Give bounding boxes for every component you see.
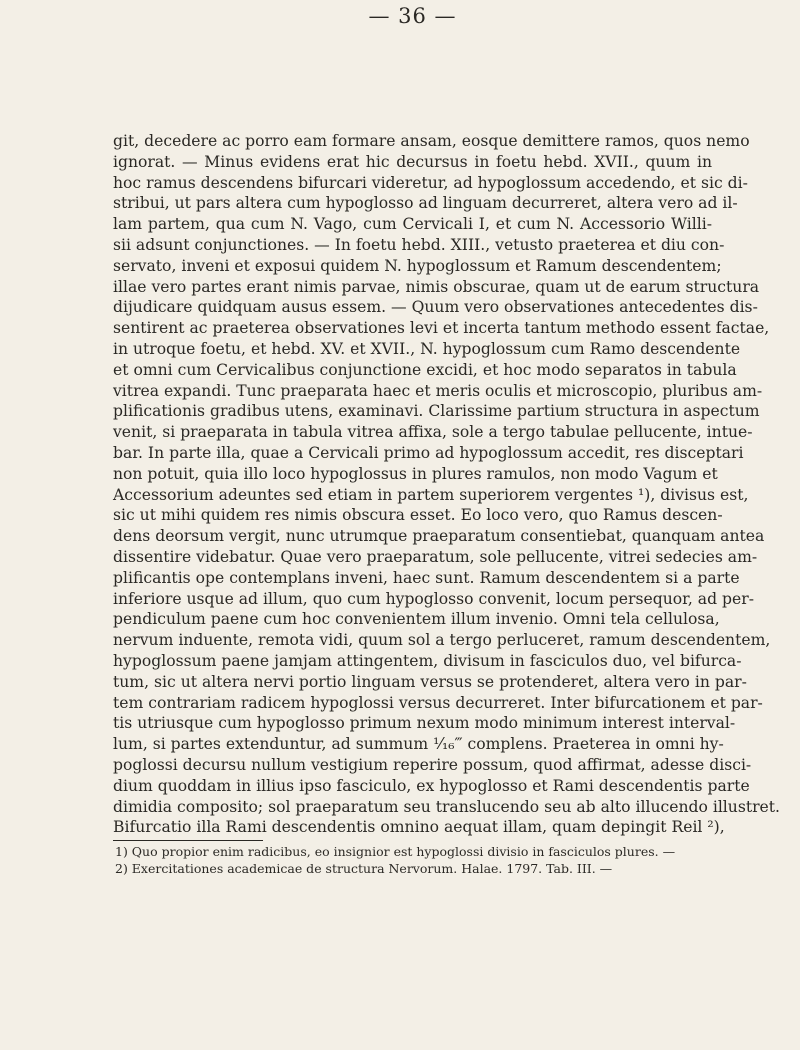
text-line: sic ut mihi quidem res nimis obscura esset. Eo loco vero, quo Ramus descen- [113, 506, 723, 525]
text-line: stribui, ut pars altera cum hypoglosso ad linguam decurreret, altera vero ad il- [113, 194, 738, 213]
text-line: poglossi decursu nullum vestigium reperire possum, quod affirmat, adesse disci- [113, 755, 752, 774]
text-line: non potuit, quia illo loco hypoglossus in plures ramulos, non modo Vagum et [113, 464, 718, 483]
text-line: servato, inveni et exposui quidem N. hypoglossum et Ramum descendentem; [113, 256, 722, 275]
text-line: ignorat. — Minus evidens erat hic decursus in foetu hebd. XVII., quum in [113, 152, 712, 171]
page-header [113, 0, 712, 62]
text-line: dijudicare quidquam ausus essem. — Quum vero observationes antecedentes dis- [113, 298, 758, 317]
text-line: venit, si praeparata in tabula vitrea affixa, sole a tergo tabulae pellucente, intue- [113, 423, 753, 442]
text-line: plificantis ope contemplans inveni, haec sunt. Ramum descendentem si a parte [113, 568, 740, 587]
footnotes [113, 843, 712, 877]
text-line: Accessorium adeuntes sed etiam in partem superiorem vergentes ¹), divisus est, [113, 485, 749, 504]
text-line: Bifurcatio illa Rami descendentis omnino aequat illam, quam depingit Reil ²), [113, 818, 725, 837]
text-line: illae vero partes erant nimis parvae, nimis obscurae, quam ut de earum structura [113, 277, 760, 296]
text-line: tem contrariam radicem hypoglossi versus decurreret. Inter bifurcationem et par- [113, 693, 763, 712]
text-line: dimidia composito; sol praeparatum seu translucendo seu ab alto illucendo illustret. [113, 797, 781, 816]
text-line: plificationis gradibus utens, examinavi. Clarissime partium structura in aspectum [113, 402, 760, 421]
text-line: dens deorsum vergit, nunc utrumque praeparatum consentiebat, quanquam antea [113, 527, 765, 546]
text-line: tis utriusque cum hypoglosso primum nexum modo minimum interest interval- [113, 714, 736, 733]
text-line: pendiculum paene cum hoc convenientem illum invenio. Omni tela cellulosa, [113, 610, 720, 629]
text-line: bar. In parte illa, quae a Cervicali primo ad hypoglossum accedit, res disceptari [113, 443, 744, 462]
footnote-divider [113, 840, 263, 841]
text-line: hoc ramus descendens bifurcari videretur, ad hypoglossum accedendo, et sic di- [113, 173, 748, 192]
text-line: dium quoddam in illius ipso fasciculo, ex hypoglosso et Rami descendentis parte [113, 776, 750, 795]
text-line: hypoglossum paene jamjam attingentem, divisum in fasciculos duo, vel bifurca- [113, 651, 742, 670]
text-line: sii adsunt conjunctiones. — In foetu hebd. XIII., vetusto praeterea et diu con- [113, 235, 725, 254]
text-line: git, decedere ac porro eam formare ansam, eosque demittere ramos, quos nemo [113, 132, 750, 150]
text-line: lam partem, qua cum N. Vago, cum Cervicali I, et cum N. Accessorio Willi- [113, 215, 712, 234]
text-line: et omni cum Cervicalibus conjunctione excidi, et hoc modo separatos in tabula [113, 360, 737, 379]
text-line: vitrea expandi. Tunc praeparata haec et meris oculis et microscopio, pluribus am- [113, 381, 763, 400]
text-line: in utroque foetu, et hebd. XV. et XVII., N. hypoglossum cum Ramo descendente [113, 339, 741, 358]
text-line: tum, sic ut altera nervi portio linguam versus se protenderet, altera vero in par- [113, 672, 747, 691]
page-number: — 36 — [368, 4, 457, 28]
body-text [113, 131, 781, 838]
text-line: nervum induente, remota vidi, quum sol a tergo perluceret, ramum descendentem, [113, 631, 771, 650]
text-line: dissentire videbatur. Quae vero praeparatum, sole pellucente, vitrei sedecies am- [113, 547, 758, 566]
text-line: lum, si partes extenduntur, ad summum ¹⁄₁₆‴ complens. Praeterea in omni hy- [113, 735, 724, 754]
text-line: sentirent ac praeterea observationes levi et incerta tantum methodo essent factae, [113, 319, 770, 338]
text-line: inferiore usque ad illum, quo cum hypoglosso convenit, locum persequor, ad per- [113, 589, 754, 608]
footnote-2: 2) Exercitationes academicae de structura Nervorum. Halae. 1797. Tab. III. — [115, 861, 613, 877]
footnote-1: 1) Quo propior enim radicibus, eo insignior est hypoglossi divisio in fasciculos plures. — [115, 844, 676, 860]
